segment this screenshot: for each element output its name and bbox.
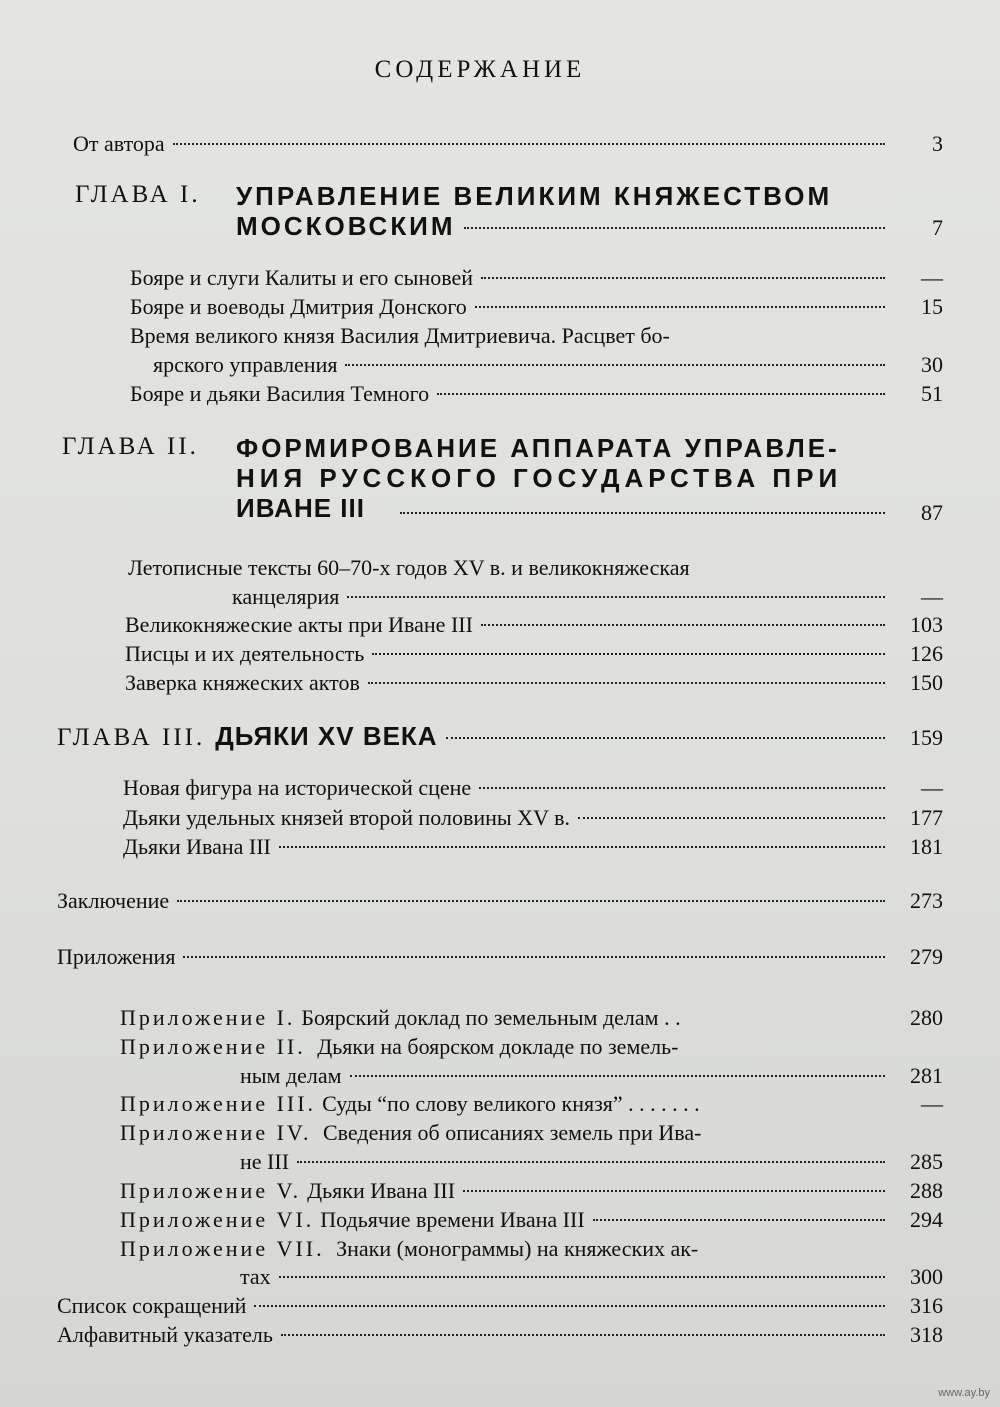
toc-entry-index: Алфавитный указатель 318 xyxy=(57,1322,943,1347)
chapter-3-title: ДЬЯКИ XV ВЕКА xyxy=(215,721,438,751)
chapter-2-leader: 87 xyxy=(400,500,943,526)
toc-entry-appendices: Приложения 279 xyxy=(57,944,943,969)
chapter-2-title-line-2: НИЯ РУССКОГО ГОСУДАРСТВА ПРИ xyxy=(236,463,843,493)
toc-entry: канцелярия — xyxy=(232,584,943,609)
toc-entry: Заверка княжеских актов 150 xyxy=(125,670,943,695)
chapter-2-label: ГЛАВА II. xyxy=(62,433,199,460)
toc-entry: Новая фигура на исторической сцене — xyxy=(123,775,943,800)
chapter-2-title-line-1: ФОРМИРОВАНИЕ АППАРАТА УПРАВЛЕ- xyxy=(236,433,840,463)
toc-entry: Дьяки Ивана III 181 xyxy=(123,834,943,859)
toc-entry: Бояре и слуги Калиты и его сыновей — xyxy=(130,265,943,290)
toc-entry-text: Время великого князя Василия Дмитриевича. Расцвет бо- xyxy=(130,323,670,348)
toc-entry-intro: От автора 3 xyxy=(73,131,943,156)
toc-entry-text: Летописные тексты 60–70-х годов XV в. и великокняжеская xyxy=(128,555,690,580)
chapter-1-label: ГЛАВА I. xyxy=(75,181,201,208)
toc-entry: ярского управления 30 xyxy=(153,352,943,377)
toc-entry-appendix: Приложение IV. Сведения об описаниях земель при Ива- xyxy=(120,1120,702,1145)
toc-entry: ным делам 281 xyxy=(240,1063,943,1088)
toc-entry: Великокняжеские акты при Иване III 103 xyxy=(125,612,943,637)
toc-entry-conclusion: Заключение 273 xyxy=(57,888,943,913)
toc-entry-abbreviations: Список сокращений 316 xyxy=(57,1293,943,1318)
toc-entry: Бояре и дьяки Василия Темного 51 xyxy=(130,381,943,406)
toc-entry-appendix: Приложение I. Боярский доклад по земельным делам . . 280 xyxy=(120,1005,943,1030)
toc-entry-appendix: Приложение VII. Знаки (монограммы) на княжеских ак- xyxy=(120,1236,699,1261)
toc-entry: тах 300 xyxy=(240,1264,943,1289)
toc-entry: Писцы и их деятельность 126 xyxy=(125,641,943,666)
chapter-1-title-row: МОСКОВСКИМ 7 xyxy=(236,211,943,241)
chapter-1-title-line-2: МОСКОВСКИМ xyxy=(236,211,456,241)
chapter-1-title-line-1: УПРАВЛЕНИЕ ВЕЛИКИМ КНЯЖЕСТВОМ xyxy=(236,181,833,211)
toc-entry-appendix: Приложение II. Дьяки на боярском докладе по земель- xyxy=(120,1034,679,1059)
page-title: СОДЕРЖАНИЕ xyxy=(374,56,586,83)
toc-entry: Бояре и воеводы Дмитрия Донского 15 xyxy=(130,294,943,319)
chapter-2-title-line-3: ИВАНЕ III xyxy=(236,493,365,523)
toc-entry-appendix: Приложение III. Суды “по слову великого князя” . . . . . . . — xyxy=(120,1091,943,1116)
toc-entry: Дьяки удельных князей второй половины XV в. 177 xyxy=(123,805,943,830)
toc-entry: не III 285 xyxy=(240,1149,943,1174)
toc-entry-appendix: Приложение V. Дьяки Ивана III 288 xyxy=(120,1178,943,1203)
site-watermark: www.ay.by xyxy=(938,1387,990,1399)
chapter-3-row: ГЛАВА III. ДЬЯКИ XV ВЕКА 159 xyxy=(57,721,943,751)
toc-entry-appendix: Приложение VI. Подьячие времени Ивана III 294 xyxy=(120,1207,943,1232)
chapter-3-label: ГЛАВА III. xyxy=(57,724,206,751)
